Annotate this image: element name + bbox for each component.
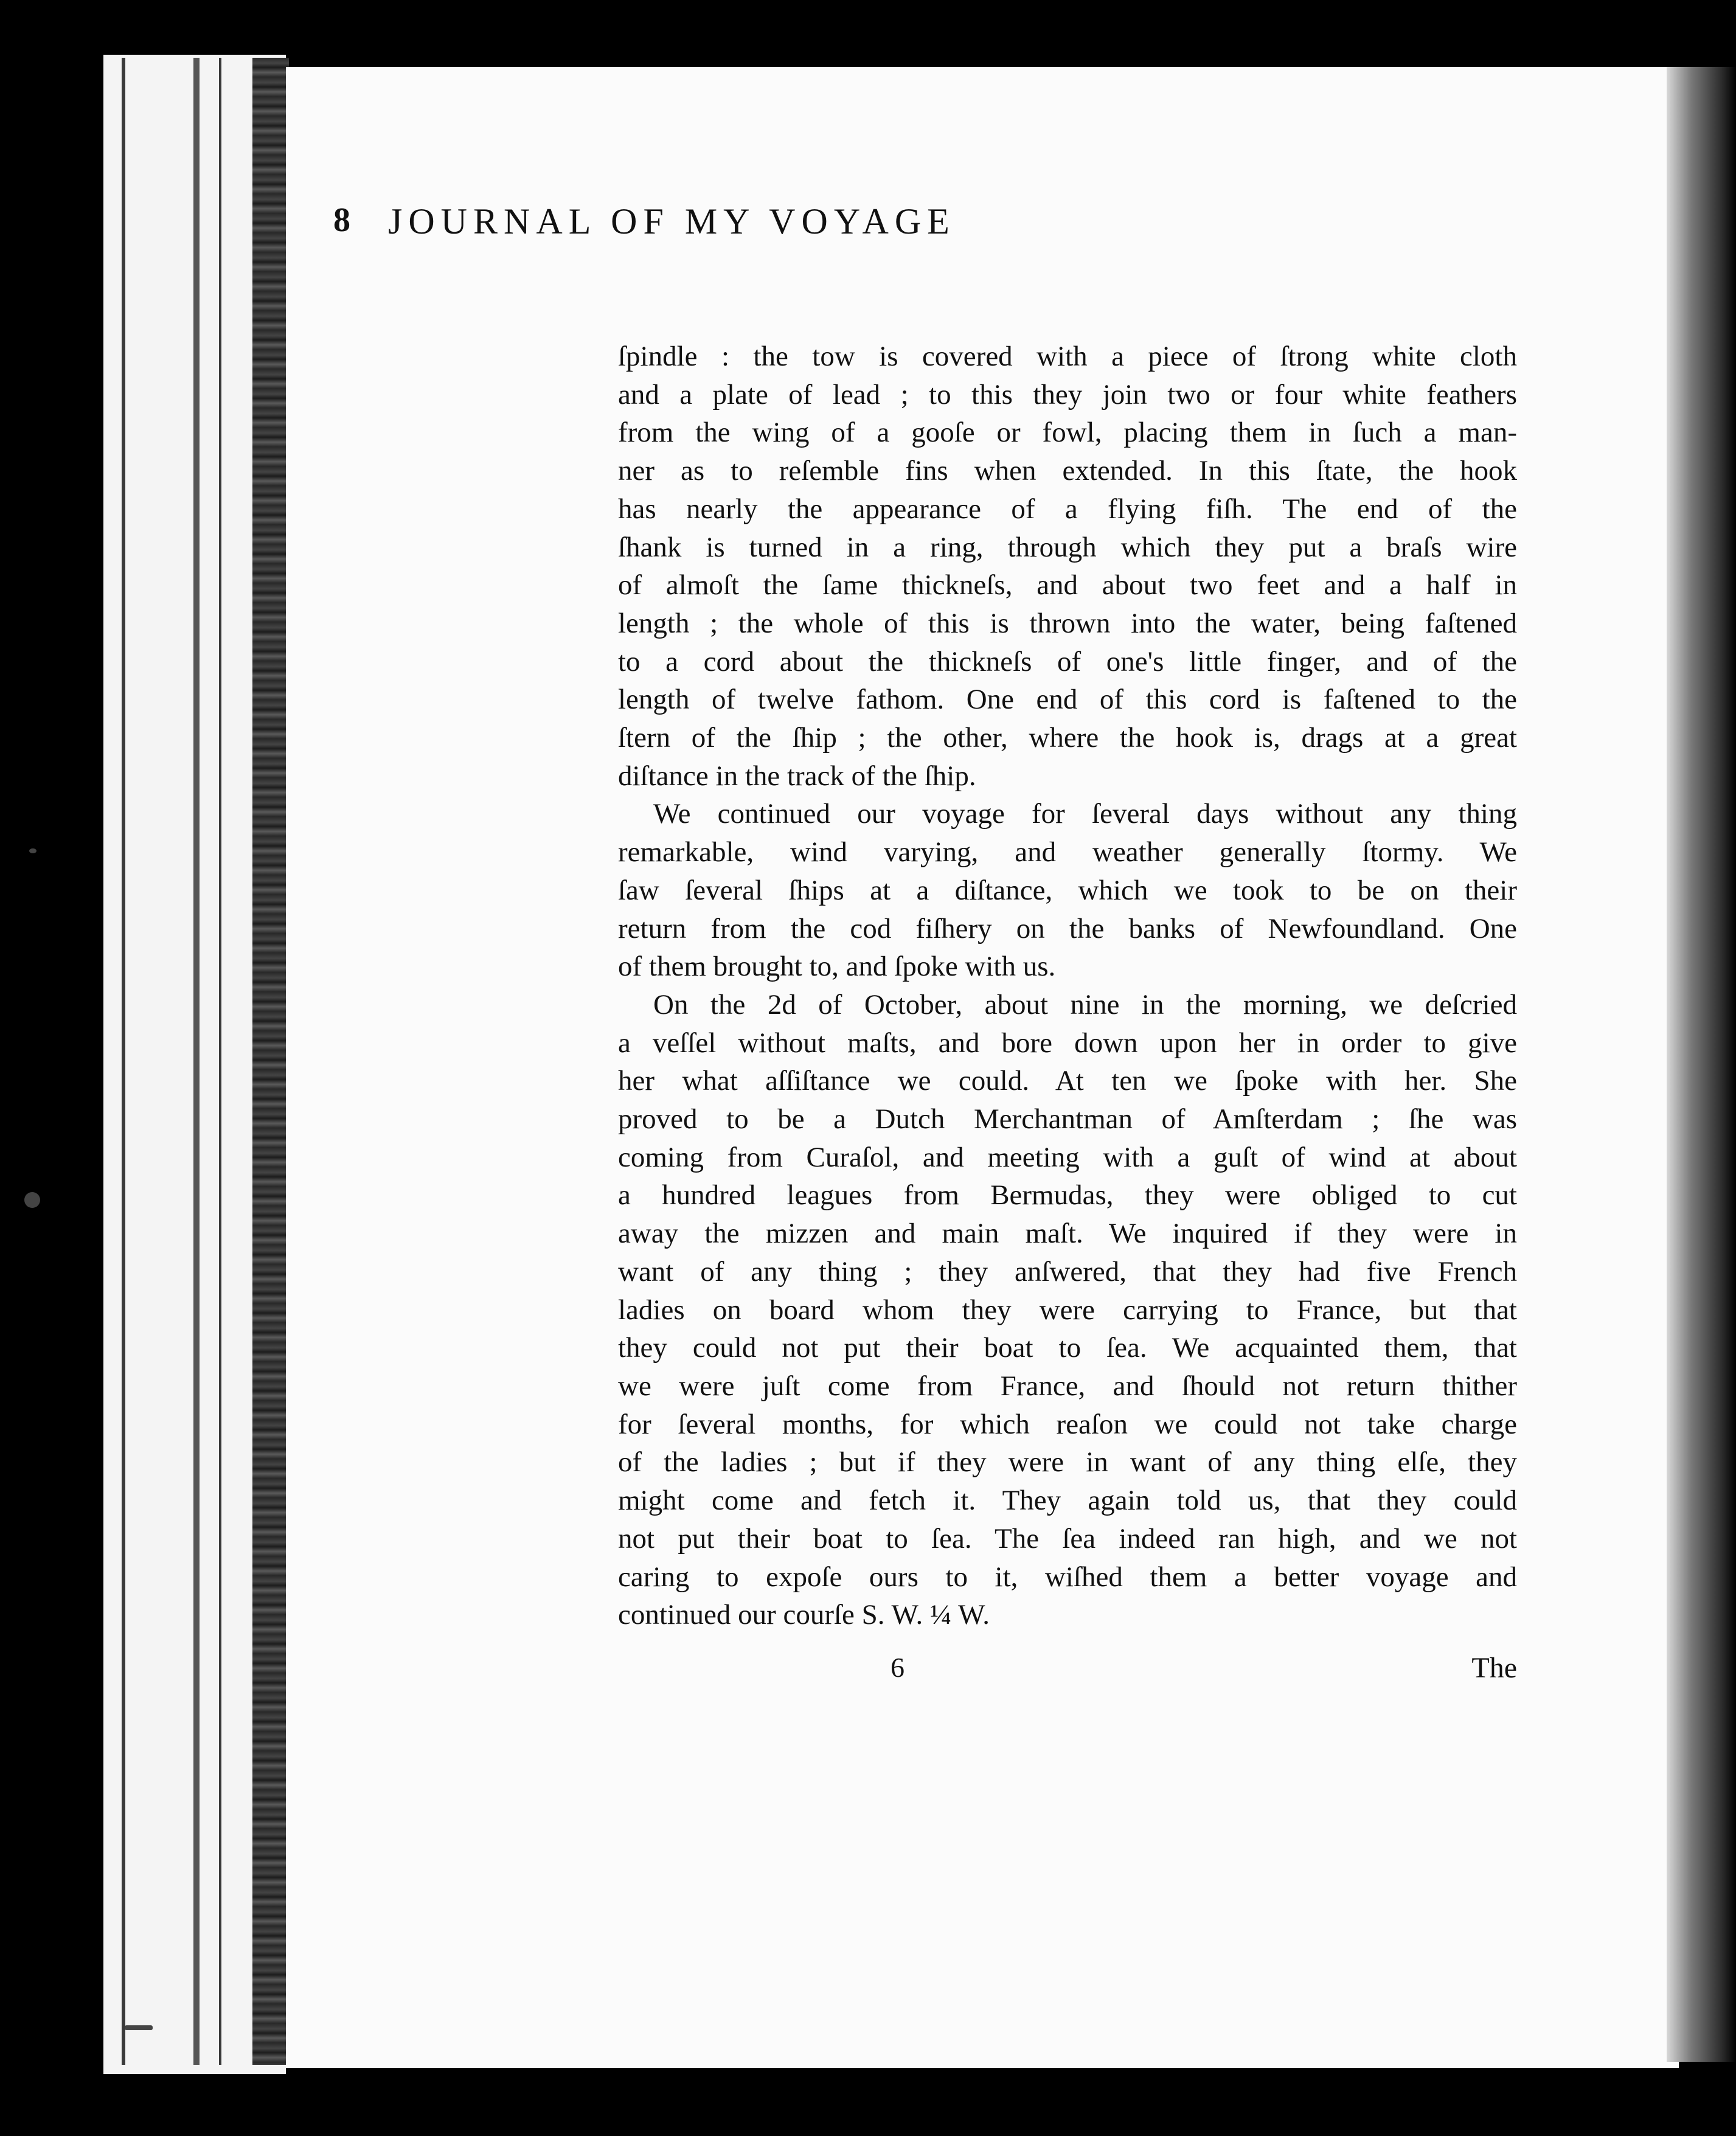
text-line: coming from Curaſol, and meeting with a guſt of wind at about [618, 1141, 1517, 1173]
text-line: ſhank is turned in a ring, through which they put a braſs wire [618, 531, 1517, 563]
scan-speck [24, 1192, 40, 1208]
text-line: remarkable, wind varying, and weather generally ſtormy. We [618, 836, 1517, 869]
text-line: ſaw ſeveral ſhips at a diſtance, which we took to be on their [618, 874, 1517, 906]
text-line: not put their boat to ſea. The ſea indeed ran high, and we not [618, 1522, 1517, 1555]
binding-crease-line [122, 58, 125, 2065]
scan-speck [29, 848, 36, 853]
text-line: length of twelve fathom. One end of this cord is faſtened to the [618, 684, 1517, 716]
text-line: diſtance in the track of the ſhip. [618, 760, 976, 792]
text-line: to a cord about the thickneſs of one's little finger, and of the [618, 645, 1517, 678]
text-line: ſpindle : the tow is covered with a piece of ſtrong white cloth [618, 341, 1517, 372]
text-line: and a plate of lead ; to this they join two or four white feathers [618, 378, 1517, 411]
text-line: we were juſt come from France, and ſhould not return thither [618, 1370, 1517, 1402]
text-line: continued our courſe S. W. ¼ W. [618, 1599, 990, 1631]
gutter-shadow [1667, 67, 1736, 2062]
text-line: of them brought to, and ſpoke with us. [618, 951, 1056, 983]
binding-crease-line [219, 58, 221, 2065]
text-line: We continued our voyage for ſeveral days without any thing [653, 798, 1517, 830]
text-line: of the ladies ; but if they were in want of any thing elſe, they [618, 1446, 1517, 1479]
text-line: from the wing of a gooſe or fowl, placing them in ſuch a man- [618, 417, 1517, 449]
text-line: proved to be a Dutch Merchantman of Amſterdam ; ſhe was [618, 1103, 1517, 1136]
text-line: for ſeveral months, for which reaſon we could not take charge [618, 1408, 1517, 1440]
text-line: might come and fetch it. They again told us, that they could [618, 1485, 1517, 1517]
running-title: JOURNAL OF MY VOYAGE [388, 201, 956, 241]
binding-shadow [252, 58, 289, 2065]
text-line: a veſſel without maſts, and bore down upon her in order to give [618, 1027, 1517, 1059]
scan-speck [125, 2025, 153, 2030]
text-line: ladies on board whom they were carrying to France, but that [618, 1294, 1517, 1326]
text-line: return from the cod fiſhery on the banks of Newfoundland. One [618, 912, 1517, 945]
text-line: On the 2d of October, about nine in the morning, we deſcried [653, 988, 1517, 1021]
binding-crease-line [193, 58, 200, 2065]
text-line: want of any thing ; they anſwered, that they had five French [618, 1255, 1517, 1288]
body-text [618, 338, 1517, 1634]
text-line: a hundred leagues from Bermudas, they were obliged to cut [618, 1179, 1517, 1212]
text-line: of almoſt the ſame thickneſs, and about two feet and a half in [618, 569, 1517, 602]
catchword: The [1471, 1652, 1517, 1684]
page-footer [618, 1651, 1517, 1694]
text-line: ſtern of the ſhip ; the other, where the hook is, drags at a great [618, 722, 1517, 754]
text-line: they could not put their boat to ſea. We acquainted them, that [618, 1332, 1517, 1364]
text-line: her what aſſiſtance we could. At ten we ſpoke with her. She [618, 1065, 1517, 1097]
signature-mark: 6 [891, 1652, 904, 1683]
text-line: caring to expoſe ours to it, wiſhed them a better voyage and [618, 1561, 1517, 1593]
text-line: has nearly the appearance of a flying fiſh. The end of the [618, 493, 1517, 525]
running-head [333, 201, 1367, 249]
text-line: ner as to reſemble fins when extended. In this ſtate, the hook [618, 455, 1517, 487]
page-number: 8 [333, 201, 350, 239]
text-line: length ; the whole of this is thrown into the water, being faſtened [618, 607, 1517, 639]
text-line: away the mizzen and main maſt. We inquired if they were in [618, 1218, 1517, 1250]
